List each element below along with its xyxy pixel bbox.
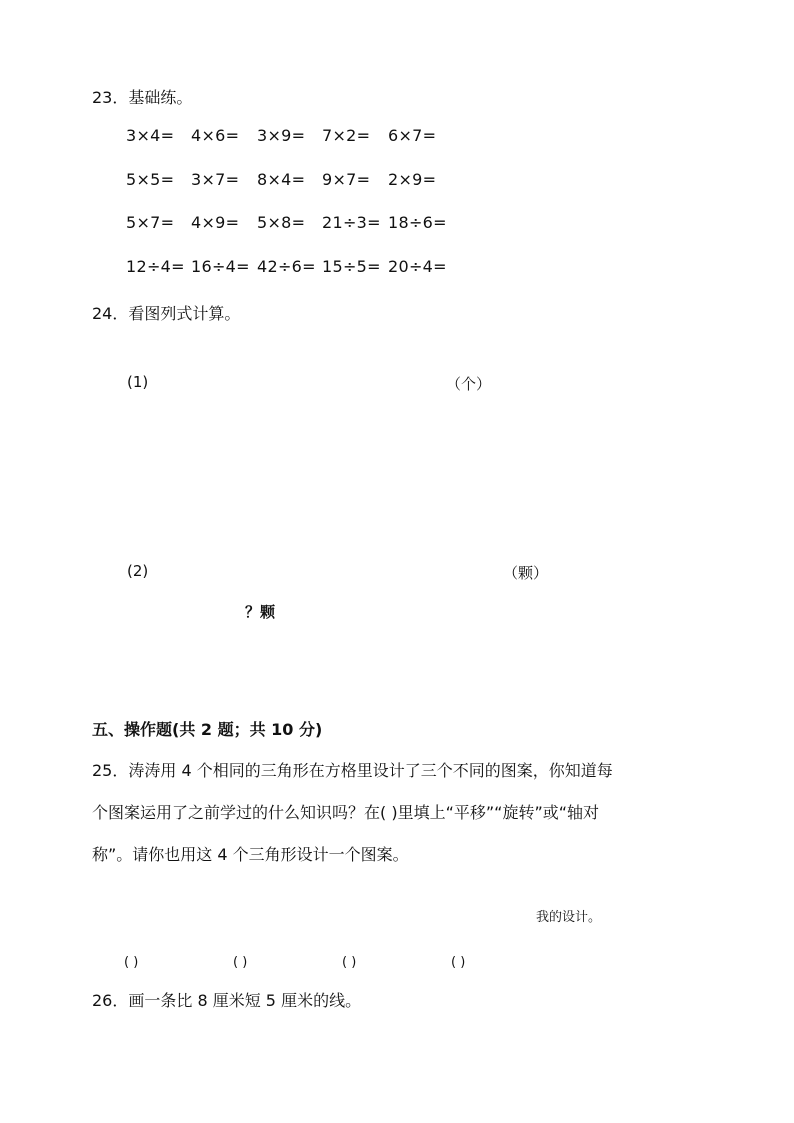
- steamer-basket-icon: [303, 356, 343, 419]
- cherry-icon: [163, 530, 356, 577]
- equation: 4×6=: [191, 126, 240, 145]
- bubble-text: 我的设计。: [536, 910, 602, 925]
- brace-label: ？颗: [245, 603, 276, 621]
- pattern-grid-2: [235, 886, 299, 950]
- equation: 3×7=: [191, 170, 240, 189]
- equation: 3×4=: [126, 126, 175, 145]
- equation: 12÷4=: [126, 257, 185, 276]
- equation: 5×7=: [126, 213, 175, 232]
- equation: 21÷3=: [322, 213, 381, 232]
- q23-title: 23．基础练。: [92, 88, 193, 107]
- section-title: 五、操作题(共 2 题；共 10 分): [92, 720, 323, 739]
- equation: 4×9=: [191, 213, 240, 232]
- brace-icon: [166, 580, 358, 596]
- part2-unit: （颗）: [503, 564, 549, 582]
- answer-blank[interactable]: ( ): [233, 955, 248, 970]
- equation: 15÷5=: [322, 257, 381, 276]
- equation: 20÷4=: [388, 257, 447, 276]
- equation: 18÷6=: [388, 213, 447, 232]
- pattern-grid-1: [126, 886, 191, 950]
- equation: 42÷6=: [257, 257, 316, 276]
- q25-line2: 个图案运用了之前学过的什么知识吗？在( )里填上“平移”“旋转”或“轴对: [92, 803, 600, 822]
- part1-label: (1): [127, 373, 149, 391]
- dumpling-icon: [177, 364, 264, 412]
- equation: 7×2=: [322, 126, 371, 145]
- part1-unit: （个）: [446, 375, 492, 393]
- answer-blank[interactable]: ( ): [124, 955, 139, 970]
- q24-title: 24．看图列式计算。: [92, 304, 241, 323]
- equation: 8×4=: [257, 170, 306, 189]
- equation: 2×9=: [388, 170, 437, 189]
- answer-blank[interactable]: ( ): [451, 955, 466, 970]
- answer-blank[interactable]: ( ): [342, 955, 357, 970]
- pattern-grid-4: [453, 886, 517, 950]
- arrow-icon: [277, 366, 303, 409]
- q26-title: 26．画一条比 8 厘米短 5 厘米的线。: [92, 991, 362, 1010]
- answer-blank: [368, 565, 500, 581]
- part2-label: (2): [127, 562, 149, 580]
- pattern-grid-3: [344, 886, 408, 950]
- equation: 9×7=: [322, 170, 371, 189]
- equation: 5×5=: [126, 170, 175, 189]
- equation: 6×7=: [388, 126, 437, 145]
- q25-line1: 25．涛涛用 4 个相同的三角形在方格里设计了三个不同的图案，你知道每: [92, 761, 613, 780]
- equation: 5×8=: [257, 213, 306, 232]
- q25-line3: 称”。请你也用这 4 个三角形设计一个图案。: [92, 845, 409, 864]
- answer-blank: [352, 376, 443, 392]
- equation: 3×9=: [257, 126, 306, 145]
- equation: 16÷4=: [191, 257, 250, 276]
